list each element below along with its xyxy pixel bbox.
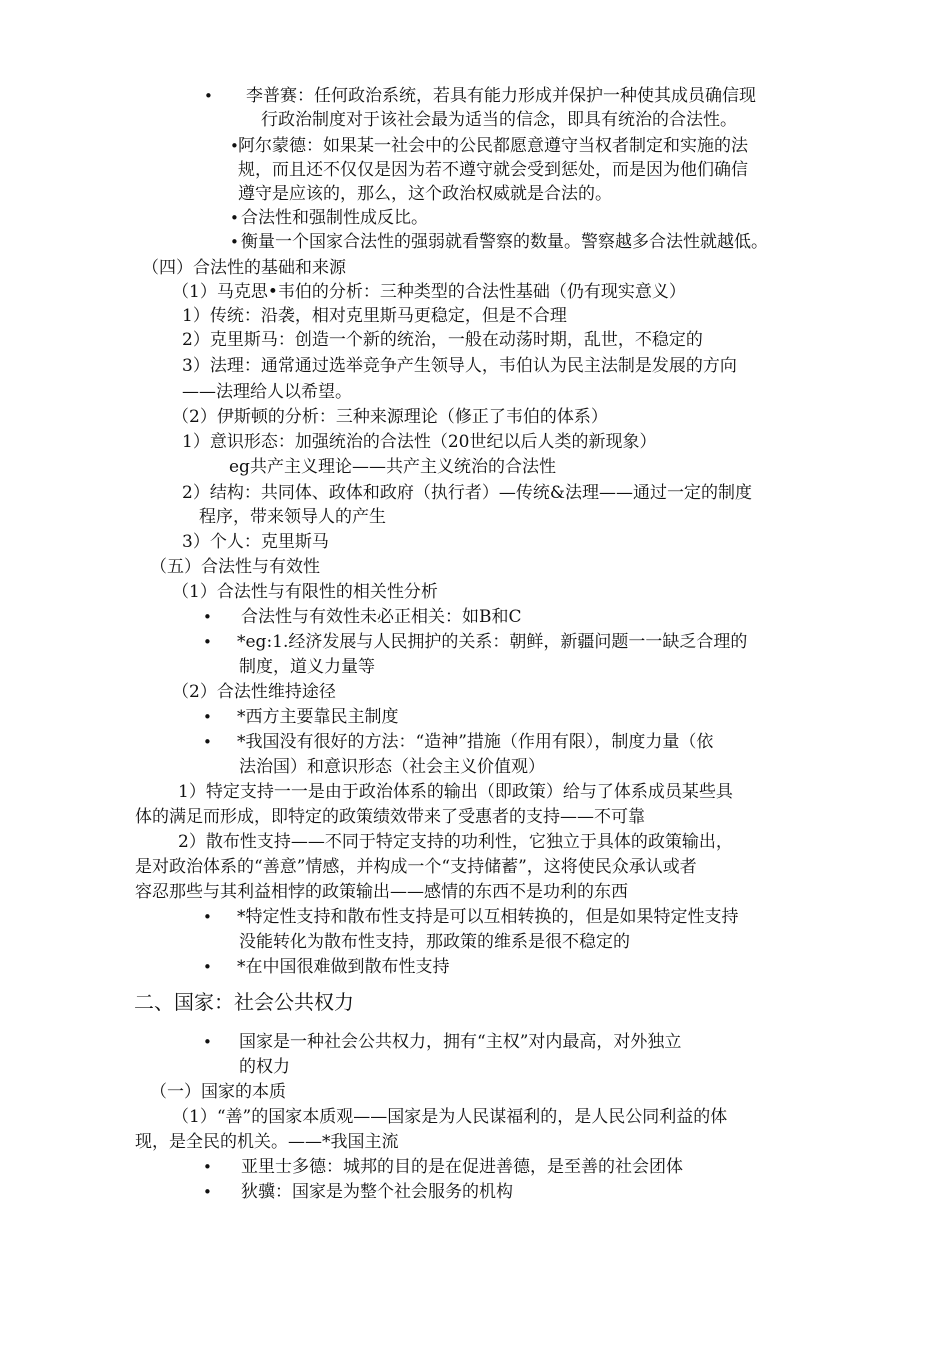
text-line: 体的满足而形成，即特定的政策绩效带来了受惠者的支持——不可靠 [135,807,645,827]
bullet: • [203,633,212,651]
bullet: • [203,908,212,926]
bullet: • [203,1183,212,1201]
text-line: 没能转化为散布性支持，那政策的维系是很不稳定的 [239,932,630,952]
text-line: 3）法理：通常通过选举竞争产生领导人，韦伯认为民主法制是发展的方向 [182,356,737,376]
text-line: 行政治制度对于该社会最为适当的信念，即具有统治的合法性。 [261,110,737,130]
text-line: eg共产主义理论——共产主义统治的合法性 [229,457,556,477]
text-line: 程序，带来领导人的产生 [199,507,386,527]
text-line: 合法性和强制性成反比。 [241,208,428,228]
text-line: 1）特定支持一一是由于政治体系的输出（即政策）给与了体系成员某些具 [178,782,733,802]
text-line: 衡量一个国家合法性的强弱就看警察的数量。警察越多合法性就越低。 [241,232,768,252]
text-line: 狄骥：国家是为整个社会服务的机构 [241,1182,513,1202]
text-line: 规，而且还不仅仅是因为若不遵守就会受到惩处，而是因为他们确信 [238,160,748,180]
bullet: • [230,233,239,251]
section-heading: （五）合法性与有效性 [150,557,320,577]
section-heading: （一）国家的本质 [150,1082,286,1102]
text-line: 2）散布性支持——不同于特定支持的功利性，它独立于具体的政策输出， [178,832,733,852]
text-line: 合法性与有效性未必正相关：如B和C [241,607,522,627]
text-line: 1）传统：沿袭，相对克里斯马更稳定，但是不合理 [182,306,567,326]
text-line: （1）马克思•韦伯的分析：三种类型的合法性基础（仍有现实意义） [172,282,686,302]
bullet: • [230,137,239,155]
bullet: • [203,733,212,751]
bullet: • [203,1033,212,1051]
text-line: （2）合法性维持途径 [172,682,336,702]
text-line: 阿尔蒙德：如果某一社会中的公民都愿意遵守当权者制定和实施的法 [238,136,748,156]
text-line: （1）合法性与有限性的相关性分析 [172,582,438,602]
bullet: • [204,87,213,105]
text-line: 法治国）和意识形态（社会主义价值观） [239,757,545,777]
text-line: *在中国很难做到散布性支持 [237,957,450,977]
text-line: 的权力 [239,1057,290,1077]
text-line: 2）结构：共同体、政体和政府（执行者）—传统&法理——通过一定的制度 [182,483,752,503]
text-line: 现，是全民的机关。——*我国主流 [135,1132,399,1152]
text-line: 制度，道义力量等 [239,657,375,677]
chapter-heading: 二、国家：社会公共权力 [134,990,354,1014]
bullet: • [203,958,212,976]
text-line: 1）意识形态：加强统治的合法性（20世纪以后人类的新现象） [182,432,657,452]
bullet: • [203,1158,212,1176]
text-line: *eg:1.经济发展与人民拥护的关系：朝鲜，新疆问题一一缺乏合理的 [237,632,748,652]
text-line: ——法理给人以希望。 [182,382,352,402]
text-line: *特定性支持和散布性支持是可以互相转换的，但是如果特定性支持 [237,907,739,927]
bullet: • [230,209,239,227]
text-line: 容忍那些与其利益相悖的政策输出——感情的东西不是功利的东西 [135,882,628,902]
text-line: 是对政治体系的“善意”情感，并构成一个“支持储蓄”，这将使民众承认或者 [135,857,697,877]
bullet: • [203,708,212,726]
text-line: *我国没有很好的方法：“造神”措施（作用有限），制度力量（依 [237,732,714,752]
text-line: 3）个人：克里斯马 [182,532,329,552]
text-line: 亚里士多德：城邦的目的是在促进善德，是至善的社会团体 [241,1157,683,1177]
text-line: （1）“善”的国家本质观——国家是为人民谋福利的，是人民公同利益的体 [172,1107,728,1127]
text-line: 遵守是应该的，那么，这个政治权威就是合法的。 [238,184,612,204]
text-line: 李普赛：任何政治系统，若具有能力形成并保护一种使其成员确信现 [246,86,756,106]
bullet: • [203,608,212,626]
section-heading: （四）合法性的基础和来源 [142,258,346,278]
text-line: 2）克里斯马：创造一个新的统治，一般在动荡时期，乱世，不稳定的 [182,330,703,350]
text-line: 国家是一种社会公共权力，拥有“主权”对内最高，对外独立 [239,1032,682,1052]
text-line: （2）伊斯顿的分析：三种来源理论（修正了韦伯的体系） [172,407,608,427]
text-line: *西方主要靠民主制度 [237,707,399,727]
